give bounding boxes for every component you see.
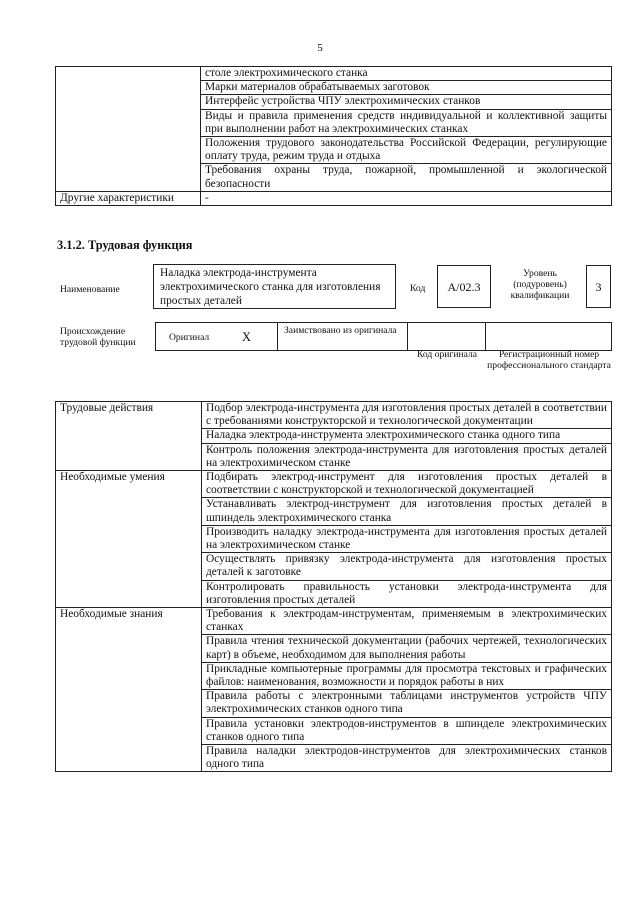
function-code: А/02.3 [447,280,481,294]
function-name: Наладка электрода-инструмента электрохимического станка для изготовления простых деталей [160,267,381,307]
level-box [586,265,611,308]
labor-function-table [55,401,612,772]
row-label [56,67,201,192]
row-label: Необходимые знания [56,608,202,772]
borrowed-label: Заимствовано из оригинала [284,325,397,336]
function-name-box [153,264,396,309]
qualification-level: 3 [595,280,602,294]
table-cell: Интерфейс устройства ЧПУ электрохимических станков [201,95,612,109]
table-cell: Наладка электрода-инструмента электрохимического станка одного типа [202,429,612,443]
table-cell: Подбирать электрод-инструмент для изготовления простых деталей в соответствии с конструкторской и технологической документацией [202,471,612,498]
table-cell: Производить наладку электрода-инструмента для изготовления простых деталей на электрохимическом станке [202,525,612,552]
table-cell: Устанавливать электрод-инструмент для изготовления простых деталей в шпиндель электрохимического станка [202,498,612,525]
table-cell: Требования охраны труда, пожарной, промышленной и экологической безопасности [201,164,612,191]
borrowed-cell [277,322,408,351]
table-cell: столе электрохимического станка [201,67,612,81]
name-label: Наименование [60,284,120,295]
table-cell: Правила чтения технической документации (рабочих чертежей, технологических карт) в объеме, необходимом для выполнения работы [202,635,612,662]
table-cell: Правила наладки электродов-инструментов для электрохимических станков одного типа [202,745,612,772]
table-cell: Марки материалов обрабатываемых заготовок [201,81,612,95]
table-cell: Контроль положения электрода-инструмента для изготовления простых деталей на электрохимическом станке [202,443,612,470]
table-cell: Положения трудового законодательства Российской Федерации, регулирующие оплату труда, режим труда и отдыха [201,137,612,164]
table-cell: Правила установки электродов-инструментов в шпинделе электрохимических станков одного типа [202,717,612,744]
table-cell: Прикладные компьютерные программы для просмотра текстовых и графических файлов: наименования, возможности и порядок работы в них [202,662,612,689]
table-row [56,608,612,635]
table-row [56,191,612,205]
table-row [56,471,612,498]
original-label: Оригинал [169,332,210,343]
origin-label: Происхождение трудовой функции [60,326,136,348]
table-cell: Виды и правила применения средств индивидуальной и коллективной защиты при выполнении работ на электрохимических станках [201,109,612,136]
original-cell [155,322,278,351]
table-row [56,402,612,429]
table-cell: Контролировать правильность установки электрода-инструмента для изготовления простых деталей [202,580,612,607]
code-box [437,265,491,308]
table-cell: - [201,191,612,205]
row-label: Необходимые умения [56,471,202,608]
original-mark: X [242,330,252,344]
code-original-label: Код оригинала [416,349,478,360]
page-number: 5 [317,42,323,54]
reg-number-label: Регистрационный номер профессионального стандарта [487,349,611,371]
table-cell: Подбор электрода-инструмента для изготовления простых деталей в соответствии с требованиями конструкторской и технологической документации [202,402,612,429]
row-label: Трудовые действия [56,402,202,471]
code-label: Код [410,283,426,294]
table-row [56,67,612,81]
table-cell: Правила работы с электронными таблицами инструментов устройств ЧПУ электрохимических станков одного типа [202,690,612,717]
table-cell: Требования к электродам-инструментам, применяемым в электрохимических станках [202,608,612,635]
row-label: Другие характеристики [56,191,201,205]
continuation-table [55,66,612,206]
section-title: 3.1.2. Трудовая функция [57,238,193,252]
table-cell: Осуществлять привязку электрода-инструмента для изготовления простых деталей к заготовке [202,553,612,580]
reg-number-cell [485,322,612,351]
code-original-cell [407,322,486,351]
level-label: Уровень (подуровень) квалификации [510,268,570,301]
